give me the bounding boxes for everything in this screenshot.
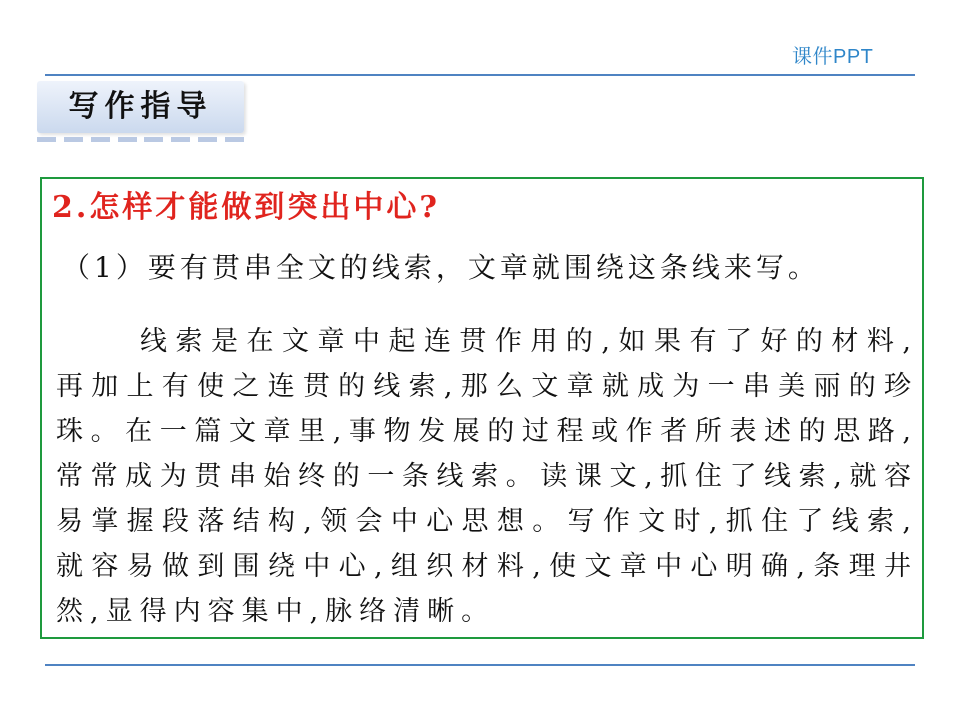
dash	[198, 137, 217, 142]
dash	[144, 137, 163, 142]
dash	[64, 137, 83, 142]
section-title-box	[37, 81, 244, 133]
body-paragraph: 线索是在文章中起连贯作用的,如果有了好的材料,再加上有使之连贯的线索,那么文章就成为一串美丽的珍珠。在一篇文章里,事物发展的过程或作者所表述的思路,常常成为贯串始终的一条线索。读课文,抓住了线索,就容易掌握段落结构,领会中心思想。写作文时,抓住了线索,就容易做到围绕中心,组织材料,使文章中心明确,条理井然,显得内容集中,脉络清晰。	[56, 326, 918, 627]
dash	[225, 137, 244, 142]
dash	[171, 137, 190, 142]
question-heading: 2.怎样才能做到突出中心?	[52, 190, 440, 225]
top-divider	[45, 74, 915, 76]
section-title: 写作指导	[68, 89, 213, 124]
dash	[37, 137, 56, 142]
brand-label: 课件PPT	[792, 46, 874, 68]
title-dash-decoration	[37, 137, 244, 142]
content-box	[40, 177, 924, 639]
bottom-divider	[45, 664, 915, 666]
sub-point: （1）要有贯串全文的线索，文章就围绕这条线来写。	[62, 251, 820, 284]
dash	[91, 137, 110, 142]
dash	[118, 137, 137, 142]
